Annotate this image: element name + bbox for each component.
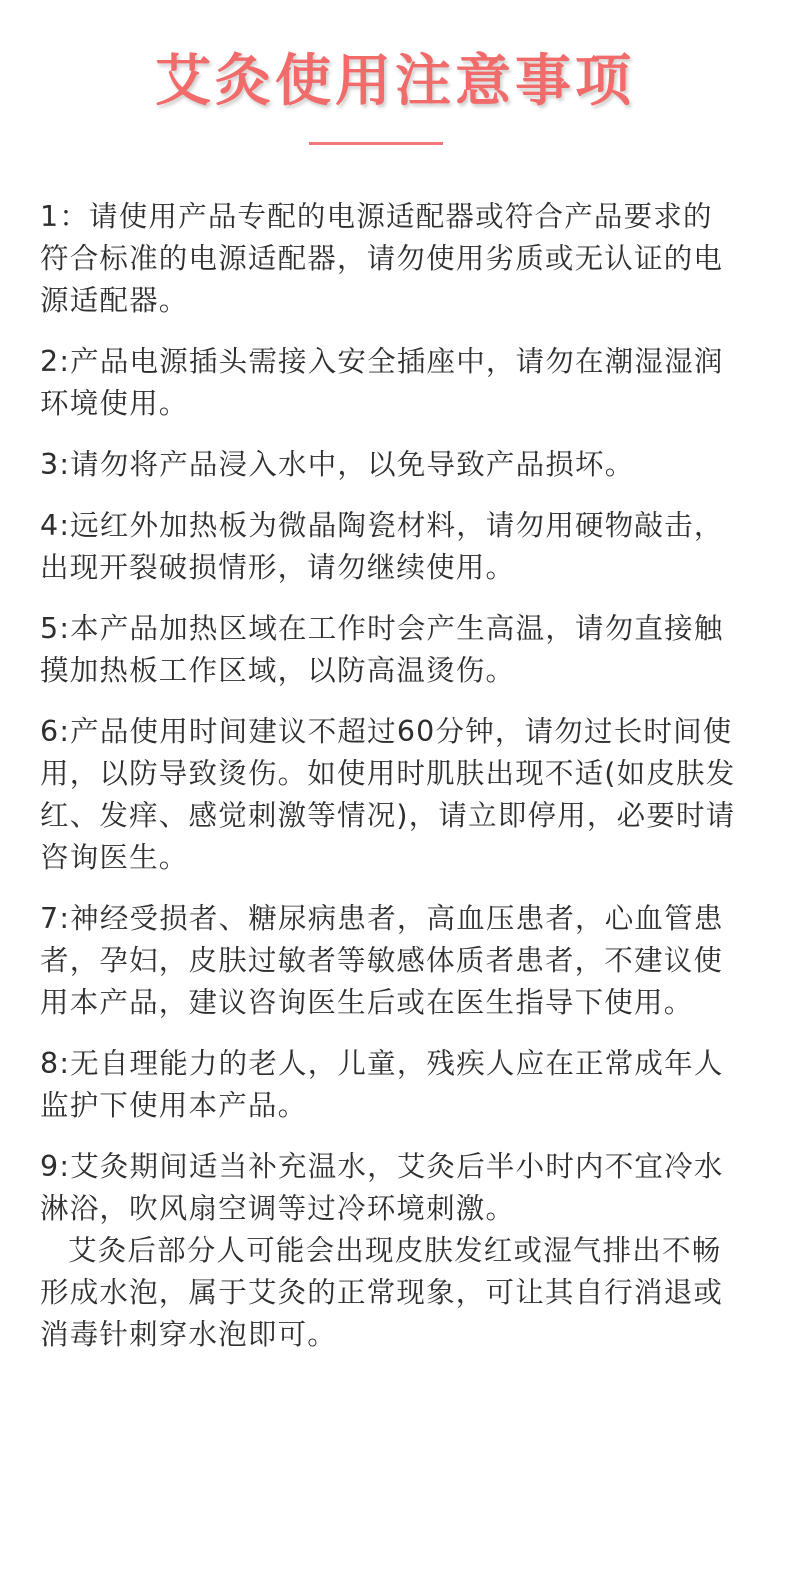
precaution-item-9: 9:艾灸期间适当补充温水，艾灸后半小时内不宜冷水淋浴，吹风扇空调等过冷环境刺激。 [40,1150,724,1225]
precaution-item-4: 4:远红外加热板为微晶陶瓷材料，请勿用硬物敲击，出现开裂破损情形，请勿继续使用。 [40,509,724,584]
page-title: 艾灸使用注意事项 [155,49,635,114]
precaution-item-3: 3:请勿将产品浸入水中，以免导致产品损坏。 [40,448,635,481]
title-underline [309,142,443,145]
precaution-supplement: 艾灸后部分人可能会出现皮肤发红或湿气排出不畅形成水泡，属于艾灸的正常现象，可让其自行消退或消毒针刺穿水泡即可。 [40,1234,724,1351]
precaution-item-1: 1：请使用产品专配的电源适配器或符合产品要求的符合标准的电源适配器，请勿使用劣质或无认证的电源适配器。 [40,200,724,317]
precautions-list [40,196,736,1356]
precaution-item-8: 8:无自理能力的老人，儿童，残疾人应在正常成年人监护下使用本产品。 [40,1047,724,1122]
precaution-item-6: 6:产品使用时间建议不超过60分钟，请勿过长时间使用，以防导致烫伤。如使用时肌肤出现不适(如皮肤发红、发痒、感觉刺激等情况)，请立即停用，必要时请咨询医生。 [40,715,736,874]
precaution-item-2: 2:产品电源插头需接入安全插座中，请勿在潮湿湿润环境使用。 [40,345,724,420]
precaution-item-5: 5:本产品加热区域在工作时会产生高温，请勿直接触摸加热板工作区域，以防高温烫伤。 [40,612,724,687]
precaution-item-7: 7:神经受损者、糖尿病患者，高血压患者，心血管患者，孕妇，皮肤过敏者等敏感体质者患者，不建议使用本产品，建议咨询医生后或在医生指导下使用。 [40,902,724,1019]
